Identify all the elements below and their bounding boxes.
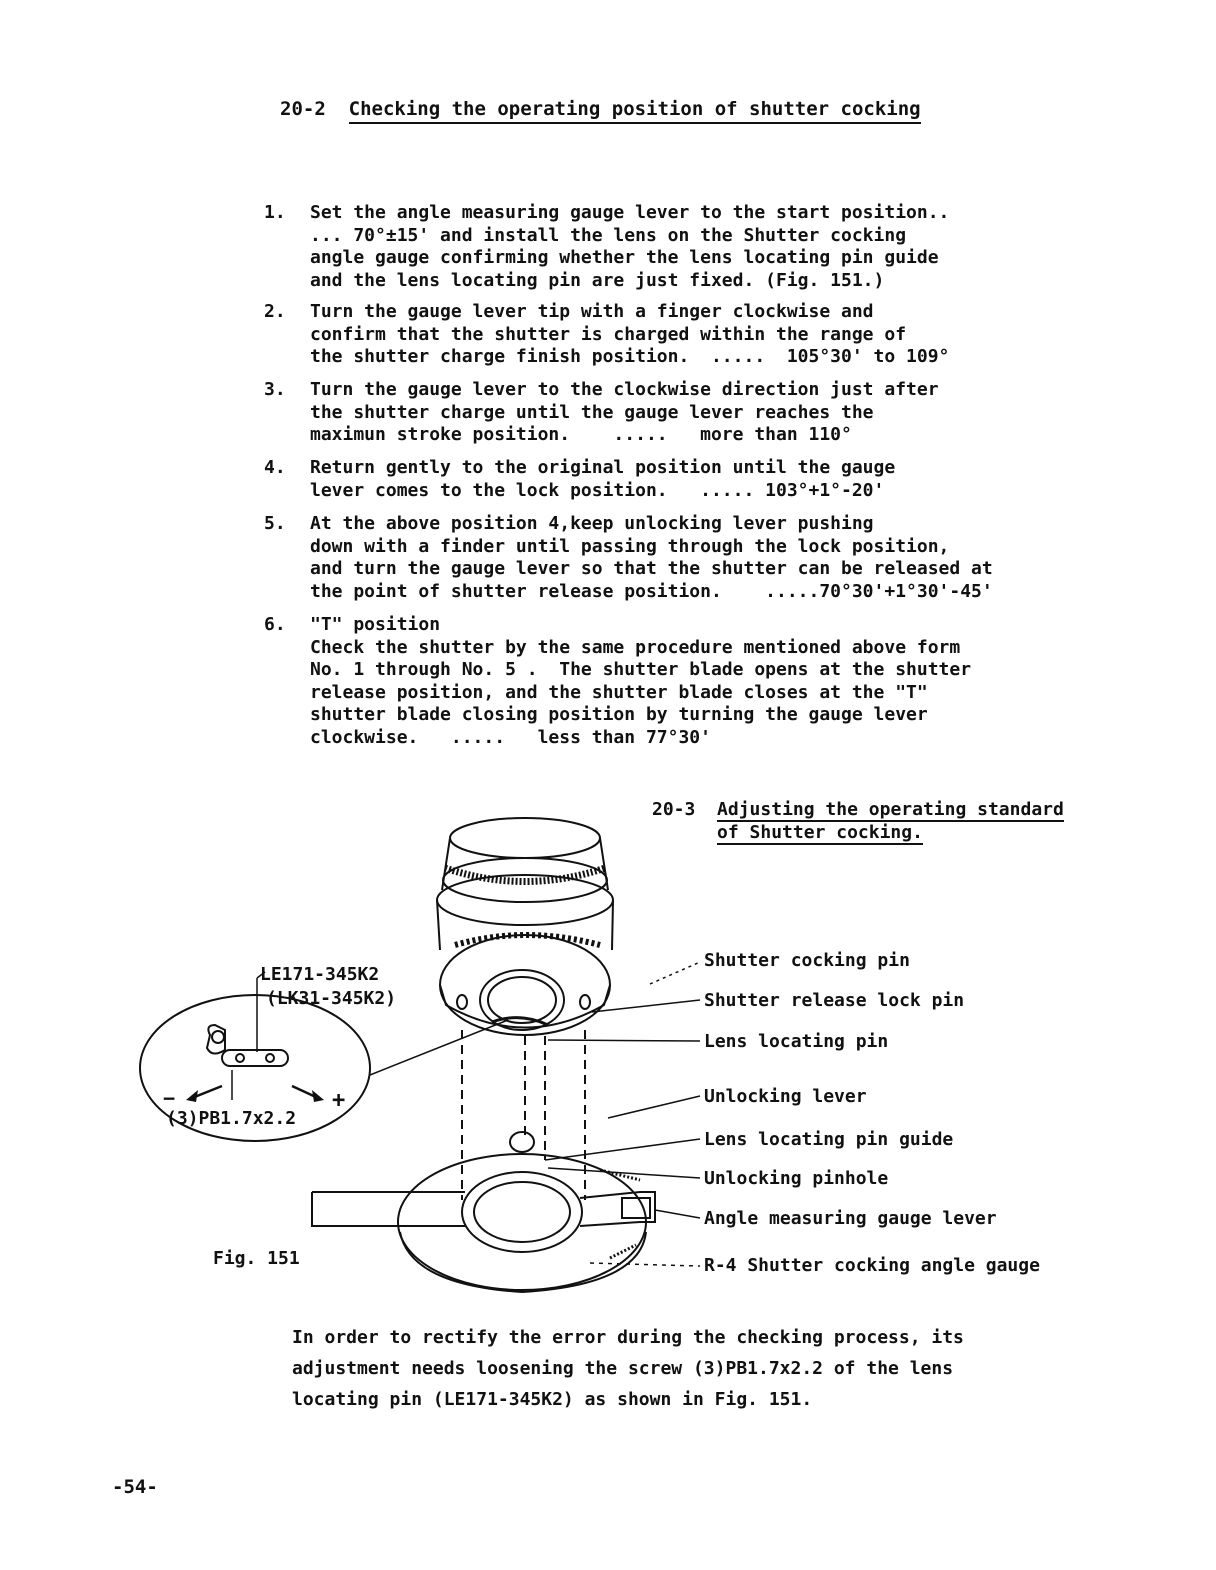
- gauge-center-ring: [462, 1172, 582, 1252]
- step-number: 5.: [264, 513, 286, 534]
- callout-r4-shutter-cocking-angle-gauge: R-4 Shutter cocking angle gauge: [704, 1255, 1040, 1276]
- step-text: Return gently to the original position until the gauge lever comes to the lock position. ..... 103°+1°-20': [310, 457, 896, 501]
- step-number: 6.: [264, 614, 286, 635]
- section-title: Checking the operating position of shutter cocking: [349, 98, 921, 124]
- step-text: Turn the gauge lever to the clockwise direction just after the shutter charge until the gauge lever reaches the maximun stroke position. ..... more than 110°: [310, 379, 939, 446]
- alignment-lines: [462, 1030, 585, 1200]
- inset-pointer-line: [370, 1020, 508, 1075]
- minus-arrowhead: [186, 1090, 198, 1102]
- gauge-disk: [398, 1154, 646, 1290]
- inset-plate: [222, 1050, 288, 1066]
- step-text: "T" position Check the shutter by the same procedure mentioned above form No. 1 through No. 5 . The shutter blade opens at the shutter release position, and the shutter blade closes at the "T" shutter blade closing position by turning the gauge lever clockwise. ..... less than 77°30': [310, 614, 972, 748]
- step-text: At the above position 4,keep unlocking lever pushing down with a finder until passing through the lock position, and turn the gauge lever so that the shutter can be released at the point of shutter release position. .....70°30'+1°30'-45': [310, 513, 993, 602]
- step-number: 2.: [264, 301, 286, 322]
- callout-lens-locating-pin-guide: Lens locating pin guide: [704, 1129, 954, 1150]
- callout-unlocking-lever: Unlocking lever: [704, 1086, 867, 1107]
- step-text: Set the angle measuring gauge lever to the start position.. ... 70°±15' and install the lens on the Shutter cocking angle gauge confirming whether the lens locating pin guide and the lens locating pin are just fixed. (Fig. 151.): [310, 202, 950, 291]
- page-number: -54-: [112, 1476, 158, 1498]
- part-number-label: LE171-345K2: [260, 964, 380, 985]
- minus-sign: −: [163, 1086, 176, 1110]
- adjustment-paragraph: In order to rectify the error during the checking process, its adjustment needs loosening the screw (3)PB1.7x2.2 of the lens locating pin (LE171-345K2) as shown in Fig. 151.: [292, 1327, 964, 1410]
- lens-top-rim: [450, 818, 600, 858]
- section-number: 20-2: [280, 98, 326, 120]
- plus-arrowhead: [312, 1090, 324, 1102]
- gauge-lever-left: [312, 1192, 465, 1226]
- callout-unlocking-pinhole: Unlocking pinhole: [704, 1168, 889, 1189]
- plus-sign: +: [332, 1088, 346, 1113]
- step-number: 1.: [264, 202, 286, 223]
- subsection-title-line1: Adjusting the operating standard: [717, 799, 1064, 820]
- part-alt-label: (LK31-345K2): [266, 988, 397, 1009]
- figure-label: Fig. 151: [213, 1248, 300, 1269]
- shutter-release-lock-pin-left: [457, 995, 467, 1009]
- step-number: 4.: [264, 457, 286, 478]
- inset-direction-arrows: [192, 1086, 318, 1098]
- step-number: 3.: [264, 379, 286, 400]
- step-text: Turn the gauge lever tip with a finger clockwise and confirm that the shutter is charged within the range of the shutter charge finish position. ..... 105°30' to 109°: [310, 301, 950, 368]
- callout-lens-locating-pin: Lens locating pin: [704, 1031, 889, 1052]
- lens-locating-pin-guide-ball: [510, 1132, 534, 1152]
- callout-shutter-cocking-pin: Shutter cocking pin: [704, 950, 910, 971]
- lens-mount-rear: [440, 935, 610, 1035]
- shutter-cocking-pin-right: [580, 995, 590, 1009]
- screw-label: (3)PB1.7x2.2: [166, 1108, 297, 1129]
- subsection-number: 20-3: [652, 799, 696, 820]
- inset-pin-body: [207, 1025, 225, 1054]
- gauge-scale-ticks: [600, 1170, 640, 1258]
- callout-angle-measuring-gauge-lever: Angle measuring gauge lever: [704, 1208, 997, 1229]
- subsection-title-line2: of Shutter cocking.: [717, 822, 923, 843]
- callout-shutter-release-lock-pin: Shutter release lock pin: [704, 990, 965, 1011]
